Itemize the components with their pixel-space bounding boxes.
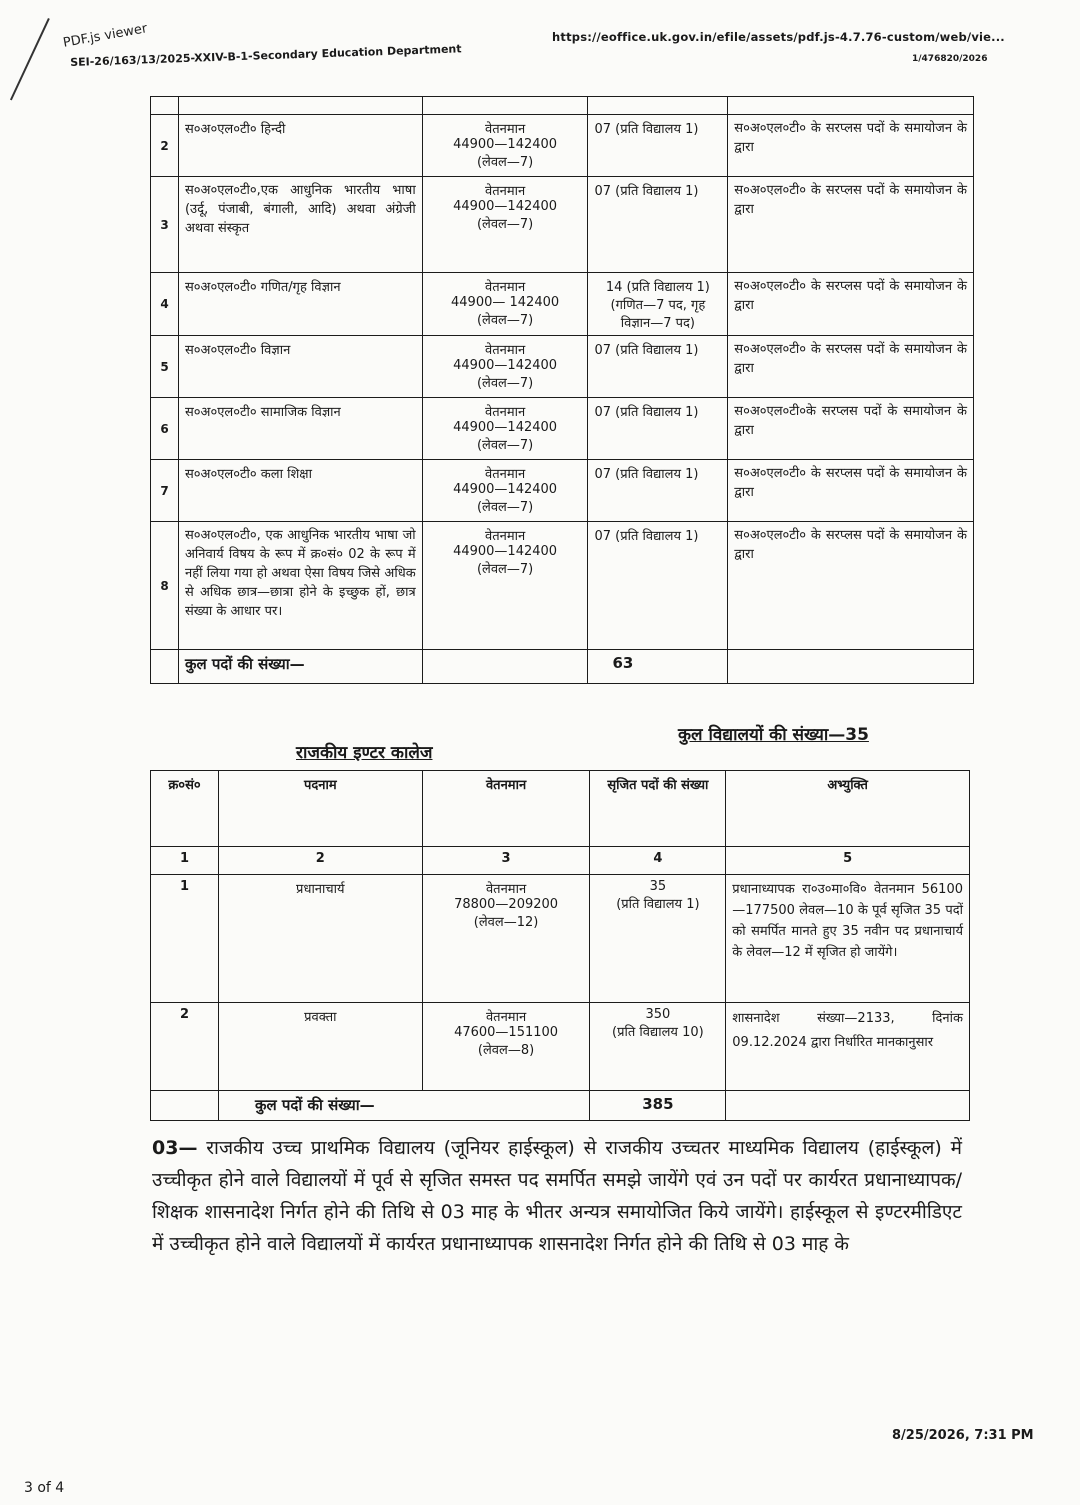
post-name: स०अ०एल०टी० सामाजिक विज्ञान (178, 398, 422, 460)
posts-table-1 (150, 96, 974, 684)
post-name: प्रधानाचार्य (218, 875, 422, 1003)
remark: शासनादेश संख्या—2133, दिनांक 09.12.2024 द्वारा निर्धारित मानकानुसार (726, 1003, 970, 1091)
table-row (151, 115, 974, 177)
section-title: राजकीय इण्टर कालेज (296, 743, 433, 763)
col-header-count: सृजित पदों की संख्या (590, 771, 726, 847)
post-name: स०अ०एल०टी० हिन्दी (178, 115, 422, 177)
document-id: 1/476820/2026 (912, 54, 988, 64)
serial-number: 2 (151, 1003, 219, 1091)
total-value: 385 (590, 1091, 726, 1121)
remark: स०अ०एल०टी० के सरप्लस पदों के समायोजन के द्वारा (728, 177, 974, 273)
school-count: कुल विद्यालयों की संख्या—35 (678, 725, 869, 745)
total-label: कुल पदों की संख्या— (218, 1091, 590, 1121)
post-name: स०अ०एल०टी०, एक आधुनिक भारतीय भाषा जो अनिवार्य विषय के रूप में क्र०सं० 02 के रूप में नहीं लिया गया हो अथवा ऐसा विषय जिसे अधिक से अधिक छात्र—छात्रा होने के इच्छुक हों, छात्र संख्या के आधार पर। (178, 522, 422, 650)
total-value: 63 (588, 650, 728, 684)
table-header-row (151, 771, 970, 847)
post-count: 07 (प्रति विद्यालय 1) (588, 398, 728, 460)
col-header-pay: वेतनमान (422, 771, 590, 847)
serial-number: 3 (151, 177, 179, 273)
remark: स०अ०एल०टी० के सरप्लस पदों के समायोजन के द्वारा (728, 273, 974, 336)
table-row (151, 875, 970, 1003)
table-row (151, 273, 974, 336)
post-name: स०अ०एल०टी० विज्ञान (178, 336, 422, 398)
table-row (151, 97, 974, 115)
print-datetime: 8/25/2026, 7:31 PM (892, 1428, 1034, 1443)
pay-scale: वेतनमान 78800—209200 (लेवल—12) (422, 875, 590, 1003)
table-row (151, 336, 974, 398)
serial-number: 5 (151, 336, 179, 398)
post-count: 14 (प्रति विद्यालय 1) (गणित—7 पद, गृह विज्ञान—7 पद) (588, 273, 728, 336)
serial-number: 2 (151, 115, 179, 177)
paragraph-text: राजकीय उच्च प्राथमिक विद्यालय (जूनियर हाईस्कूल) से राजकीय उच्चतर माध्यमिक विद्यालय (हाईस्कूल) में उच्चीकृत होने वाले विद्यालयों में पूर्व से सृजित समस्त पद समर्पित समझे जायेंगे एवं उन पदों पर कार्यरत प्रधानाध्यापक/शिक्षक शासनादेश निर्गत होने की तिथि से 03 माह के भीतर अन्यत्र समायोजित किये जायेंगे। हाईस्कूल से इण्टरमीडिएट में उच्चीकृत होने वाले विद्यालयों में कार्यरत प्रधानाध्यापक शासनादेश निर्गत होने की तिथि से 03 माह के (152, 1137, 962, 1255)
pay-scale: वेतनमान 44900—142400 (लेवल—7) (422, 336, 588, 398)
pay-scale: वेतनमान 44900—142400 (लेवल—7) (422, 522, 588, 650)
post-count: 07 (प्रति विद्यालय 1) (588, 177, 728, 273)
remark: स०अ०एल०टी०के सरप्लस पदों के समायोजन के द्वारा (728, 398, 974, 460)
remark: स०अ०एल०टी० के सरप्लस पदों के समायोजन के द्वारा (728, 460, 974, 522)
serial-number: 1 (151, 875, 219, 1003)
post-count: 07 (प्रति विद्यालय 1) (588, 336, 728, 398)
remark: स०अ०एल०टी० के सरप्लस पदों के समायोजन के द्वारा (728, 336, 974, 398)
post-count: 07 (प्रति विद्यालय 1) (588, 460, 728, 522)
post-name: स०अ०एल०टी०,एक आधुनिक भारतीय भाषा (उर्दू, पंजाबी, बंगाली, आदि) अथवा अंग्रेजी अथवा संस्कृत (178, 177, 422, 273)
table-row (151, 177, 974, 273)
pay-scale: वेतनमान 47600—151100 (लेवल—8) (422, 1003, 590, 1091)
post-count: 07 (प्रति विद्यालय 1) (588, 522, 728, 650)
serial-number: 4 (151, 273, 179, 336)
table-row (151, 398, 974, 460)
serial-number: 7 (151, 460, 179, 522)
post-name: स०अ०एल०टी० कला शिक्षा (178, 460, 422, 522)
remark: प्रधानाध्यापक रा०उ०मा०वि० वेतनमान 56100—177500 लेवल—10 के पूर्व सृजित 35 पदों को समर्पित मानते हुए 35 नवीन पद प्रधानाचार्य के लेवल—12 में सृजित हो जायेंगे। (726, 875, 970, 1003)
remark: स०अ०एल०टी० के सरप्लस पदों के समायोजन के द्वारा (728, 115, 974, 177)
pay-scale: वेतनमान 44900—142400 (लेवल—7) (422, 115, 588, 177)
page-number: 3 of 4 (24, 1480, 65, 1496)
paragraph-03 (152, 1132, 962, 1260)
page-url[interactable]: https://eoffice.uk.gov.in/efile/assets/pdf.js-4.7.76-custom/web/vie... (552, 30, 1005, 44)
pay-scale: वेतनमान 44900—142400 (लेवल—7) (422, 460, 588, 522)
col-header-serial: क्र०सं० (151, 771, 219, 847)
total-row (151, 650, 974, 684)
column-number-row: 1 2 3 4 5 (151, 847, 970, 875)
post-count: 350 (प्रति विद्यालय 10) (590, 1003, 726, 1091)
post-name: स०अ०एल०टी० गणित/गृह विज्ञान (178, 273, 422, 336)
pay-scale: वेतनमान 44900—142400 (लेवल—7) (422, 177, 588, 273)
file-reference: SEI-26/163/13/2025-XXIV-B-1-Secondary Education Department (70, 42, 462, 69)
remark: स०अ०एल०टी० के सरप्लस पदों के समायोजन के द्वारा (728, 522, 974, 650)
col-header-remark: अभ्युक्ति (726, 771, 970, 847)
table-row (151, 1003, 970, 1091)
table-row (151, 522, 974, 650)
post-count: 35 (प्रति विद्यालय 1) (590, 875, 726, 1003)
pay-scale: वेतनमान 44900—142400 (लेवल—7) (422, 398, 588, 460)
total-label: कुल पदों की संख्या— (178, 650, 422, 684)
pay-scale: वेतनमान 44900— 142400 (लेवल—7) (422, 273, 588, 336)
post-count: 07 (प्रति विद्यालय 1) (588, 115, 728, 177)
col-header-post: पदनाम (218, 771, 422, 847)
post-name: प्रवक्ता (218, 1003, 422, 1091)
total-row (151, 1091, 970, 1121)
viewer-title: PDF.js viewer (62, 21, 149, 51)
serial-number: 6 (151, 398, 179, 460)
serial-number: 8 (151, 522, 179, 650)
paragraph-number: 03— (152, 1137, 198, 1159)
posts-table-2 (150, 770, 970, 1121)
table-row (151, 460, 974, 522)
